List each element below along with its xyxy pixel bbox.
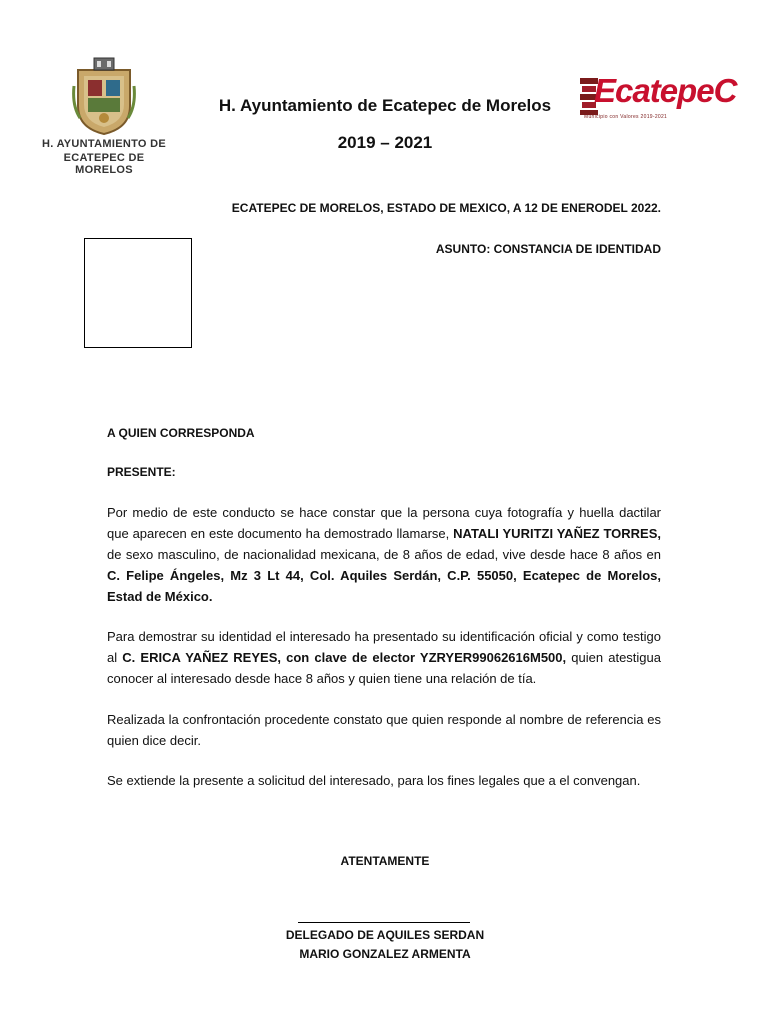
- brand-wordmark: EcatepeC: [594, 72, 737, 109]
- ecatepec-brand-logo: [578, 70, 748, 128]
- presente-label: PRESENTE:: [107, 465, 176, 479]
- paragraph-identity: [107, 502, 661, 607]
- logo-caption-line2: ECATEPEC DE MORELOS: [63, 152, 145, 176]
- place-date-line: ECATEPEC DE MORELOS, ESTADO DE MEXICO, A 12 DE ENERODEL 2022.: [231, 201, 661, 215]
- signer-name: MARIO GONZALEZ ARMENTA: [299, 947, 471, 961]
- header-title: H. Ayuntamiento de Ecatepec de Morelos: [218, 96, 552, 115]
- photo-frame: [84, 238, 192, 348]
- closing-atentamente: ATENTAMENTE: [340, 854, 430, 868]
- subject-line: ASUNTO: CONSTANCIA DE IDENTIDAD: [435, 242, 661, 256]
- coat-of-arms-icon: [72, 56, 136, 136]
- p1-address: C. Felipe Ángeles, Mz 3 Lt 44, Col. Aquiles Serdán, C.P. 55050, Ecatepec de Morelos, Estad de México.: [107, 568, 661, 604]
- p1-text-1: Por medio de este conducto se hace constar que la persona cuya fotografía y huella dactilar que aparecen en este documento ha demostrado llamarse,: [107, 505, 661, 541]
- p2-witness: C. ERICA YAÑEZ REYES, con clave de elector YZRYER99062616M500,: [122, 650, 567, 665]
- municipal-logo: [34, 52, 174, 176]
- brand-tagline: Municipio con Valores 2019-2021: [584, 114, 668, 120]
- p1-person-name: NATALI YURITZI YAÑEZ TORRES,: [453, 526, 662, 541]
- paragraph-witness: [107, 626, 661, 689]
- signature-line: [298, 922, 470, 923]
- paragraph-confrontation: Realizada la confrontación procedente constato que quien responde al nombre de referencia es quien dice decir.: [107, 712, 661, 748]
- salutation: A QUIEN CORRESPONDA: [107, 426, 255, 440]
- logo-caption-line1: H. AYUNTAMIENTO DE: [42, 138, 166, 150]
- p2-text-2: quien atestigua conocer al interesado desde hace 8 años y quien tiene una relación de tía.: [107, 650, 661, 686]
- p2-text-1: Para demostrar su identidad el interesado ha presentado su identificación oficial y como testigo al: [107, 629, 661, 665]
- p1-text-2: de sexo masculino, de nacionalidad mexicana, de 8 años de edad, vive desde hace 8 años en: [107, 547, 661, 562]
- header-years: 2019 – 2021: [337, 133, 433, 152]
- paragraph-purpose: Se extiende la presente a solicitud del interesado, para los fines legales que a el convengan.: [107, 773, 641, 788]
- signer-title: DELEGADO DE AQUILES SERDAN: [285, 928, 485, 942]
